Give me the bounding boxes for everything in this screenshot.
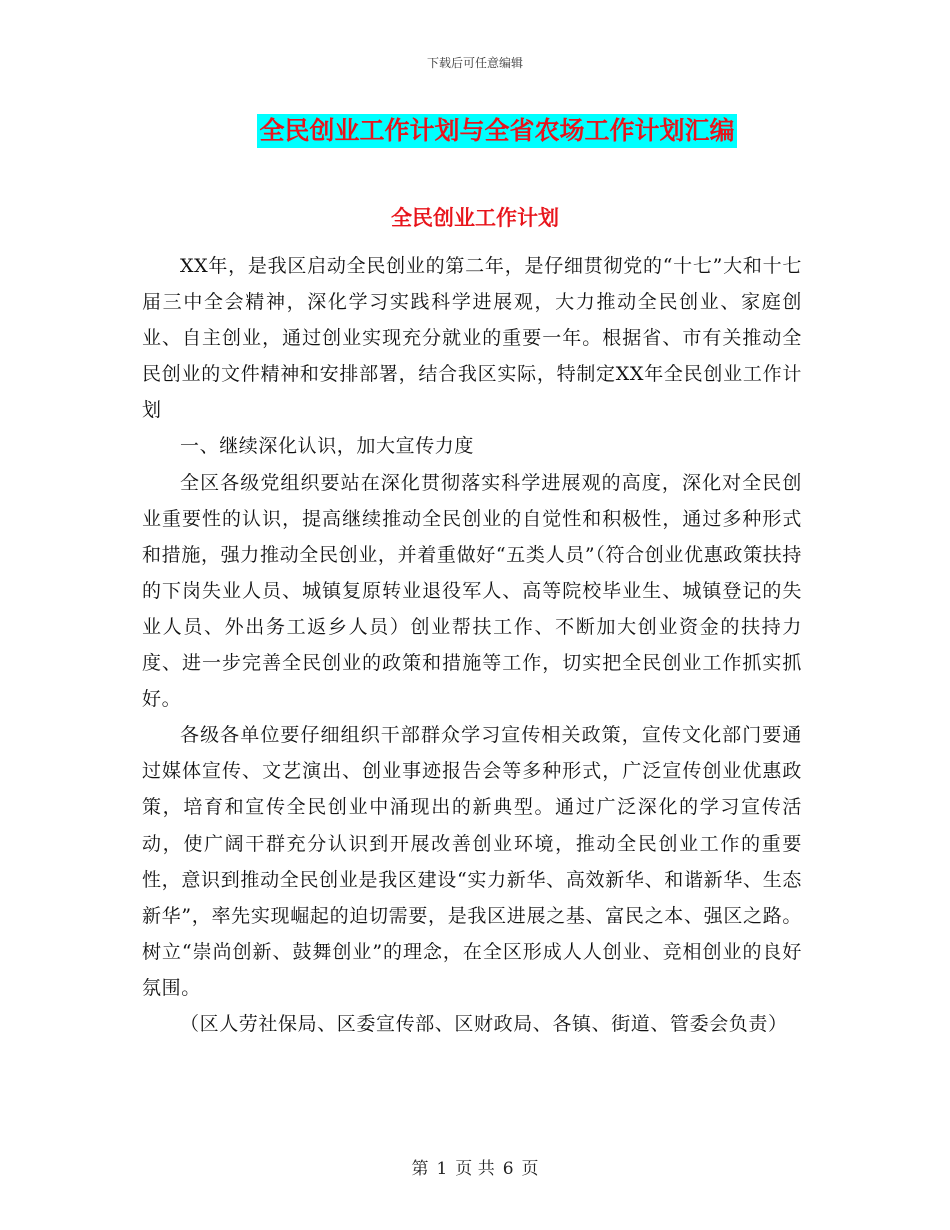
heading-one: 一、继续深化认识，加大宣传力度: [180, 435, 475, 458]
main-title-container: [0, 114, 950, 148]
paragraph-intro: XX年，是我区启动全民创业的第二年，是仔细贯彻党的“十七”大和十七届三中全会精神，深化学习实践科学进展观，大力推动全民创业、家庭创业、自主创业，通过创业实现充分就业的重要一年。根据省、市有关推动全民创业的文件精神和安排部署，结合我区实际，特制定XX年全民创业工作计划: [142, 255, 802, 422]
page-label-suffix: 页: [521, 1159, 539, 1179]
paragraph-responsible-units: （区人劳社保局、区委宣传部、区财政局、各镇、街道、管委会负责）: [180, 1012, 788, 1035]
paragraph-publicity: 各级各单位要仔细组织干部群众学习宣传相关政策，宣传文化部门要通过媒体宣传、文艺演出、创业事迹报告会等多种形式，广泛宣传创业优惠政策，培育和宣传全民创业中涌现出的新典型。通过广泛深化的学习宣传活动，使广阔干群充分认识到开展改善创业环境，推动全民创业工作的重要性，意识到推动全民创业是我区建设“实力新华、高效新华、和谐新华、生态新华”，率先实现崛起的迫切需要，是我区进展之基、富民之本、强区之路。树立“崇尚创新、鼓舞创业”的理念，在全区形成人人创业、竞相创业的良好氛围。: [142, 724, 802, 999]
paragraph-awareness: 全区各级党组织要站在深化贯彻落实科学进展观的高度，深化对全民创业重要性的认识，提高继续推动全民创业的自觉性和积极性，通过多种形式和措施，强力推动全民创业，并着重做好“五类人员”（符合创业优惠政策扶持的下岗失业人员、城镇复原转业退役军人、高等院校毕业生、城镇登记的失业人员、外出务工返乡人员）创业帮扶工作、不断加大创业资金的扶持力度、进一步完善全民创业的政策和措施等工作，切实把全民创业工作抓实抓好。: [142, 471, 802, 711]
main-title: 全民创业工作计划与全省农场工作计划汇编: [257, 114, 736, 148]
total-pages-number: 6: [502, 1159, 514, 1179]
current-page-number: 1: [436, 1159, 448, 1179]
page-label-middle: 页 共: [455, 1159, 495, 1179]
body-text: [142, 248, 802, 1042]
page-number-footer: [0, 1154, 950, 1179]
header-note: 下载后可任意编辑: [426, 56, 523, 70]
page-label-prefix: 第: [411, 1159, 429, 1179]
section-title: 全民创业工作计划: [391, 206, 559, 230]
